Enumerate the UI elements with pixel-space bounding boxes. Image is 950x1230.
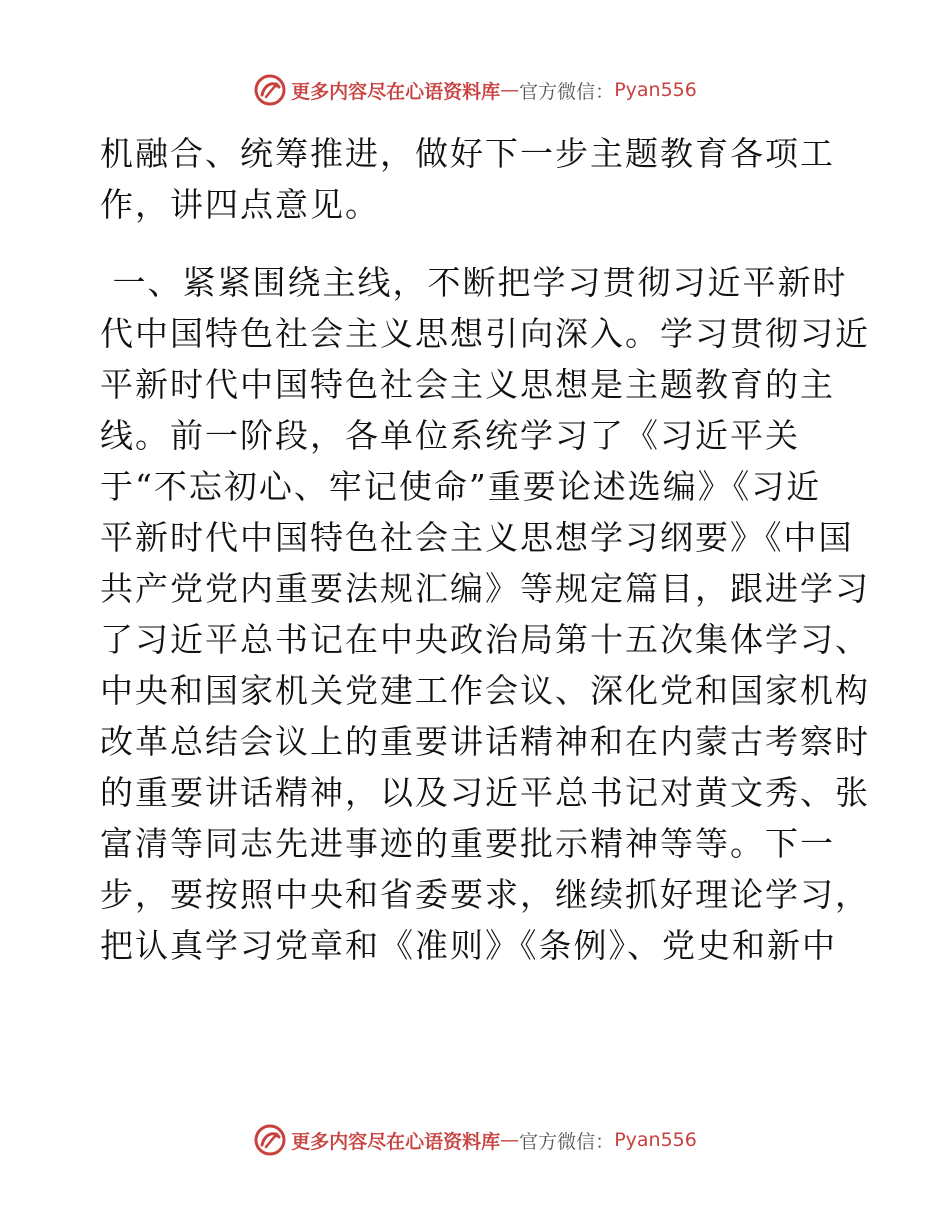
text-line: 平新时代中国特色社会主义思想学习纲要》《中国 [100, 518, 854, 557]
text-line: 于“不忘初心、牢记使命”重要论述选编》《习近 [100, 467, 822, 506]
text-line: 中央和国家机关党建工作会议、深化党和国家机构 [100, 671, 870, 710]
paragraph [100, 257, 870, 971]
text-line: 作，讲四点意见。 [100, 185, 380, 224]
paragraph-gap [100, 230, 860, 257]
text-line: 的重要讲话精神，以及习近平总书记对黄文秀、张 [100, 773, 870, 812]
red-swirl-logo-icon [253, 1123, 287, 1157]
watermark-wechat-id: Pyan556 [614, 1129, 697, 1151]
paragraph [100, 128, 860, 230]
text-line: 步，要按照中央和省委要求，继续抓好理论学习， [100, 875, 870, 914]
text-line: 共产党党内重要法规汇编》等规定篇目，跟进学习 [100, 569, 870, 608]
text-line: 了习近平总书记在中央政治局第十五次集体学习、 [100, 620, 870, 659]
text-line: 线。前一阶段，各单位系统学习了《习近平关 [100, 416, 800, 455]
watermark-brand: 更多内容尽在心语资料库 [291, 80, 501, 103]
watermark-dash: — [500, 79, 520, 101]
text-line: 改革总结会议上的重要讲话精神和在内蒙古考察时 [100, 722, 870, 761]
footer-watermark [0, 1120, 950, 1160]
watermark-dash: — [500, 1129, 520, 1151]
watermark-official-label: 官方微信： [519, 1130, 615, 1153]
red-swirl-logo-icon [253, 73, 287, 107]
watermark-official-label: 官方微信： [519, 80, 615, 103]
text-line: 一、紧紧围绕主线，不断把学习贯彻习近平新时 [100, 263, 848, 302]
text-line: 平新时代中国特色社会主义思想是主题教育的主 [100, 365, 835, 404]
watermark-brand: 更多内容尽在心语资料库 [291, 1130, 501, 1153]
text-line: 代中国特色社会主义思想引向深入。学习贯彻习近 [100, 314, 870, 353]
document-body [100, 128, 870, 971]
text-line: 把认真学习党章和《准则》《条例》、党史和新中 [100, 926, 837, 965]
text-line: 机融合、统筹推进，做好下一步主题教育各项工 [100, 134, 835, 173]
watermark-wechat-id: Pyan556 [614, 79, 697, 101]
header-watermark [0, 70, 950, 110]
text-line: 富清等同志先进事迹的重要批示精神等等。下一 [100, 824, 835, 863]
